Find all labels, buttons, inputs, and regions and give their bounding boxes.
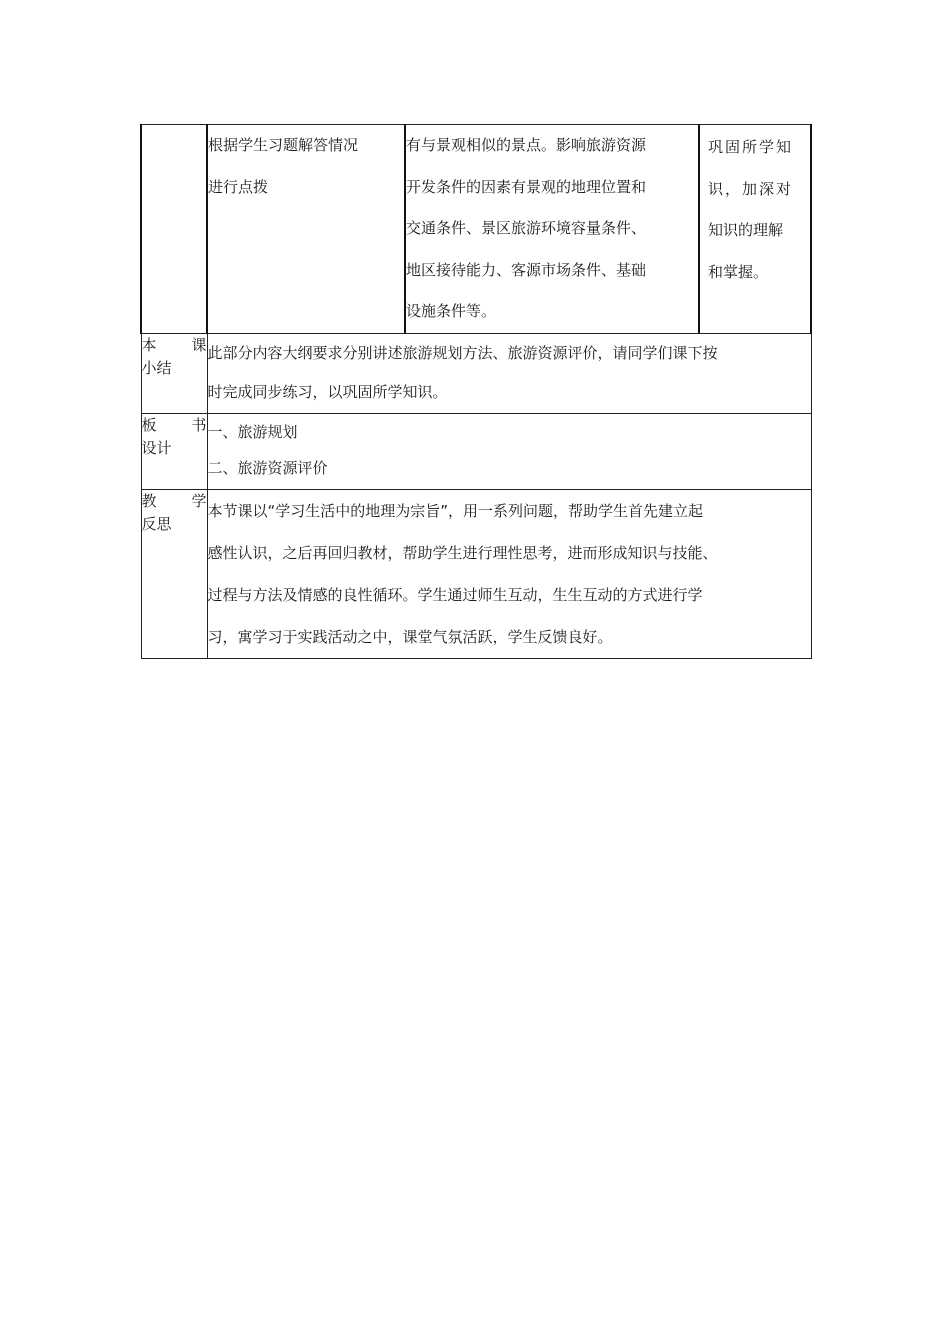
activity-row	[141, 125, 811, 334]
student-activity-line: 设施条件等。	[406, 302, 497, 320]
reflection-label-cell	[141, 489, 207, 658]
lesson-plan-table	[140, 124, 812, 659]
summary-label-cell	[141, 333, 207, 413]
reflection-line: 感性认识，之后再回归教材，帮助学生进行理性思考，进而形成知识与技能、	[207, 543, 718, 562]
board-label-cell	[141, 413, 207, 489]
design-intent-cell	[699, 125, 811, 334]
summary-label-line2: 小结	[141, 358, 172, 377]
board-design-row	[141, 413, 811, 489]
design-intent-line: 识，加深对	[708, 179, 794, 198]
reflection-label-line1: 教 学	[141, 491, 207, 510]
design-intent-line: 知识的理解	[708, 221, 784, 239]
student-activity-cell	[405, 125, 699, 334]
reflection-line: 习，寓学习于实践活动之中，课堂气氛活跃，学生反馈良好。	[207, 627, 613, 646]
summary-line: 时完成同步练习，以巩固所学知识。	[207, 382, 448, 401]
summary-line: 此部分内容大纲要求分别讲述旅游规划方法、旅游资源评价，请同学们课下按	[207, 343, 718, 362]
design-intent-line: 和掌握。	[708, 262, 769, 281]
summary-row	[141, 333, 811, 413]
student-activity-line: 交通条件、景区旅游环境容量条件、	[406, 219, 647, 237]
student-activity-line: 有与景观相似的景点。影响旅游资源	[406, 136, 647, 154]
student-activity-line: 开发条件的因素有景观的地理位置和	[406, 177, 647, 196]
teacher-activity-line: 根据学生习题解答情况	[208, 136, 359, 154]
reflection-label-line2: 反思	[141, 514, 172, 533]
student-activity-line: 地区接待能力、客源市场条件、基础	[406, 260, 647, 279]
summary-content-cell	[207, 333, 811, 413]
board-content-cell	[207, 413, 811, 489]
board-label-line2: 设计	[141, 438, 172, 457]
design-intent-line: 巩固所学知	[708, 138, 794, 156]
reflection-row	[141, 489, 811, 658]
summary-label-line1: 本 课	[141, 335, 207, 354]
board-line: 一、旅游规划	[207, 422, 298, 441]
teacher-activity-line: 进行点拨	[208, 177, 269, 196]
reflection-content-cell	[207, 489, 811, 658]
activity-label-cell	[141, 125, 207, 334]
reflection-line: 过程与方法及情感的良性循环。学生通过师生互动，生生互动的方式进行学	[207, 585, 703, 604]
board-line: 二、旅游资源评价	[207, 458, 328, 477]
teacher-activity-cell	[207, 125, 405, 334]
reflection-line: 本节课以“学习生活中的地理为宗旨”，用一系列问题，帮助学生首先建立起	[207, 501, 704, 520]
board-label-line1: 板 书	[141, 415, 207, 434]
